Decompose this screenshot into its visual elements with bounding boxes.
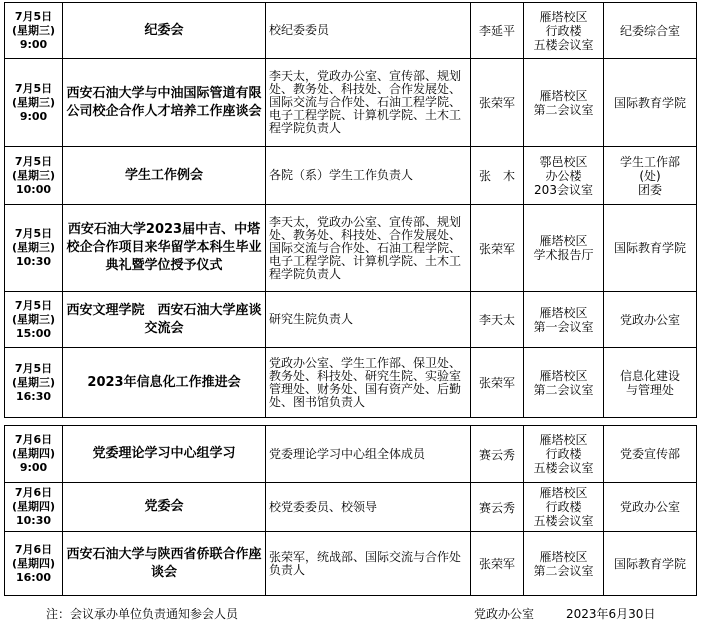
schedule-table: [4, 425, 697, 596]
meeting-organizer-line: 学生工作部: [619, 154, 680, 169]
meeting-location-cell: [524, 3, 604, 59]
meeting-attendees: 张荣军，统战部、国际交流与合作处负责人: [266, 532, 471, 596]
meeting-organizer-line: 与管理处: [625, 382, 674, 397]
meeting-location-cell: [524, 532, 604, 596]
meeting-location-line: 雁塔校区: [539, 368, 588, 383]
meeting-location-line: 雁塔校区: [539, 433, 588, 447]
meeting-title: 西安石油大学2023届中吉、中塔校企合作项目来华留学本科生毕业典礼暨学位授予仪式: [63, 205, 266, 292]
meeting-date-line: 10:00: [15, 182, 51, 196]
meeting-date-line: 7月6日: [14, 542, 53, 556]
meeting-date-cell: [5, 483, 63, 532]
meeting-organizer-line: 党政办公室: [619, 312, 680, 327]
meeting-date-line: (星期三): [11, 95, 56, 109]
meeting-title: 西安石油大学与中油国际管道有限公司校企合作人才培养工作座谈会: [63, 59, 266, 147]
meeting-date-line: 7月5日: [14, 81, 53, 95]
table-row: [5, 3, 697, 59]
meeting-date-cell: [5, 292, 63, 348]
meeting-location-cell: [524, 205, 604, 292]
meeting-title: 党委理论学习中心组学习: [63, 426, 266, 483]
table-row: [5, 483, 697, 532]
meeting-organizer-cell: [604, 292, 697, 348]
meeting-organizer-line: 国际教育学院: [613, 241, 686, 255]
meeting-organizer-line: 团委: [637, 182, 662, 197]
footer-note: 注：会议承办单位负责通知参会人员: [46, 607, 239, 621]
meeting-date-line: 15:00: [15, 326, 51, 340]
table-row: [5, 532, 697, 596]
footer-issuer: 党政办公室: [474, 607, 535, 621]
meeting-location-line: 行政楼: [545, 447, 582, 461]
table-row: [5, 147, 697, 205]
meeting-date-cell: [5, 59, 63, 147]
table-row: [5, 292, 697, 348]
meeting-organizer-cell: [604, 3, 697, 59]
meeting-title: 纪委会: [63, 3, 266, 59]
meeting-date-line: (星期四): [11, 556, 56, 570]
meeting-date-cell: [5, 532, 63, 596]
meeting-location-line: 学术报告厅: [533, 248, 594, 262]
meeting-host: 张 木: [471, 147, 524, 205]
meeting-date-line: (星期四): [11, 447, 56, 460]
meeting-date-cell: [5, 348, 63, 418]
meeting-organizer-cell: [604, 147, 697, 205]
meeting-date-cell: [5, 3, 63, 59]
meeting-organizer-line: 国际教育学院: [613, 95, 686, 110]
meeting-location-line: 行政楼: [545, 23, 582, 38]
meeting-host: 张荣军: [471, 205, 524, 292]
meeting-organizer-line: 纪委综合室: [619, 23, 680, 38]
meeting-date-line: 7月5日: [14, 154, 53, 168]
table-row: [5, 205, 697, 292]
meeting-date-line: (星期三): [11, 241, 56, 254]
meeting-location-line: 五楼会议室: [533, 37, 594, 52]
meeting-title: 2023年信息化工作推进会: [63, 348, 266, 418]
meeting-date-line: 7月6日: [14, 433, 53, 446]
meeting-date-line: (星期三): [11, 312, 56, 326]
meeting-title: 西安石油大学与陕西省侨联合作座谈会: [63, 532, 266, 596]
table-row: [5, 59, 697, 147]
meeting-date-line: 7月6日: [14, 486, 53, 499]
table-row: [5, 348, 697, 418]
meeting-location-cell: [524, 292, 604, 348]
meeting-location-line: 雁塔校区: [539, 9, 588, 24]
meeting-location-line: 办公楼: [545, 168, 582, 183]
meeting-organizer-line: (处): [639, 168, 661, 183]
meeting-organizer-cell: [604, 205, 697, 292]
meeting-location-line: 第一会议室: [533, 319, 594, 334]
meeting-attendees: 各院（系）学生工作负责人: [266, 147, 471, 205]
meeting-location-line: 行政楼: [545, 500, 582, 514]
meeting-location-line: 五楼会议室: [533, 461, 594, 475]
meeting-location-cell: [524, 59, 604, 147]
meeting-organizer-cell: [604, 59, 697, 147]
meeting-location-line: 雁塔校区: [539, 305, 588, 320]
meeting-host: 李天太: [471, 292, 524, 348]
meeting-location-line: 鄠邑校区: [539, 154, 588, 169]
meeting-location-cell: [524, 147, 604, 205]
meeting-date-line: 9:00: [19, 461, 48, 474]
meeting-date-line: 16:30: [15, 389, 51, 403]
meeting-organizer-line: 党政办公室: [619, 500, 680, 514]
meeting-location-line: 雁塔校区: [539, 234, 588, 248]
meeting-attendees: 研究生院负责人: [266, 292, 471, 348]
meeting-host: 张荣军: [471, 532, 524, 596]
meeting-title: 党委会: [63, 483, 266, 532]
meeting-location-line: 五楼会议室: [533, 514, 594, 528]
meeting-date-line: 7月5日: [14, 9, 53, 23]
meeting-location-cell: [524, 348, 604, 418]
meeting-location-line: 第二会议室: [533, 102, 594, 117]
meeting-date-line: (星期三): [11, 168, 56, 182]
meeting-date-cell: [5, 147, 63, 205]
meeting-title: 学生工作例会: [63, 147, 266, 205]
meeting-location-line: 203会议室: [534, 182, 593, 197]
meeting-date-line: 7月5日: [14, 361, 53, 375]
meeting-attendees: 校党委委员、校领导: [266, 483, 471, 532]
footer-date: 2023年6月30日: [566, 607, 656, 621]
meeting-organizer-cell: [604, 426, 697, 483]
meeting-host: 赛云秀: [471, 426, 524, 483]
meeting-location-line: 雁塔校区: [539, 486, 588, 500]
meeting-date-line: (星期四): [11, 500, 56, 513]
meeting-date-cell: [5, 426, 63, 483]
meeting-date-line: 7月5日: [14, 298, 53, 312]
meeting-host: 李延平: [471, 3, 524, 59]
meeting-organizer-line: 信息化建设: [619, 368, 680, 383]
meeting-date-line: (星期三): [11, 375, 56, 389]
meeting-date-line: 10:30: [15, 255, 51, 268]
meeting-date-line: 9:00: [19, 37, 48, 51]
meeting-location-line: 第二会议室: [533, 382, 594, 397]
schedule-table: [4, 2, 697, 418]
meeting-organizer-cell: [604, 532, 697, 596]
meeting-attendees: 党委理论学习中心组全体成员: [266, 426, 471, 483]
meeting-location-cell: [524, 426, 604, 483]
meeting-date-line: 7月5日: [14, 227, 53, 240]
meeting-organizer-line: 党委宣传部: [619, 447, 680, 461]
meeting-host: 张荣军: [471, 348, 524, 418]
meeting-date-line: (星期三): [11, 23, 56, 37]
meeting-date-line: 10:30: [15, 514, 51, 527]
meeting-location-line: 第二会议室: [533, 563, 594, 578]
meeting-date-line: 16:00: [15, 570, 51, 584]
meeting-organizer-cell: [604, 483, 697, 532]
meeting-title: 西安文理学院 西安石油大学座谈交流会: [63, 292, 266, 348]
meeting-location-line: 雁塔校区: [539, 549, 588, 564]
table-row: [5, 426, 697, 483]
meeting-location-cell: [524, 483, 604, 532]
meeting-host: 赛云秀: [471, 483, 524, 532]
meeting-attendees: 李天太，党政办公室、宣传部、规划处、教务处、科技处、合作发展处、国际交流与合作处、石油工程学院、电子工程学院、计算机学院、土木工程学院负责人: [266, 59, 471, 147]
meeting-attendees: 党政办公室、学生工作部、保卫处、教务处、科技处、研究生院、实验室管理处、财务处、国有资产处、后勤处、图书馆负责人: [266, 348, 471, 418]
meeting-host: 张荣军: [471, 59, 524, 147]
meeting-attendees: 李天太，党政办公室、宣传部、规划处、教务处、科技处、合作发展处、国际交流与合作处、石油工程学院、电子工程学院、计算机学院、土木工程学院负责人: [266, 205, 471, 292]
meeting-date-cell: [5, 205, 63, 292]
meeting-organizer-line: 国际教育学院: [613, 556, 686, 571]
meeting-organizer-cell: [604, 348, 697, 418]
meeting-date-line: 9:00: [19, 109, 48, 123]
meeting-location-line: 雁塔校区: [539, 88, 588, 103]
meeting-attendees: 校纪委委员: [266, 3, 471, 59]
